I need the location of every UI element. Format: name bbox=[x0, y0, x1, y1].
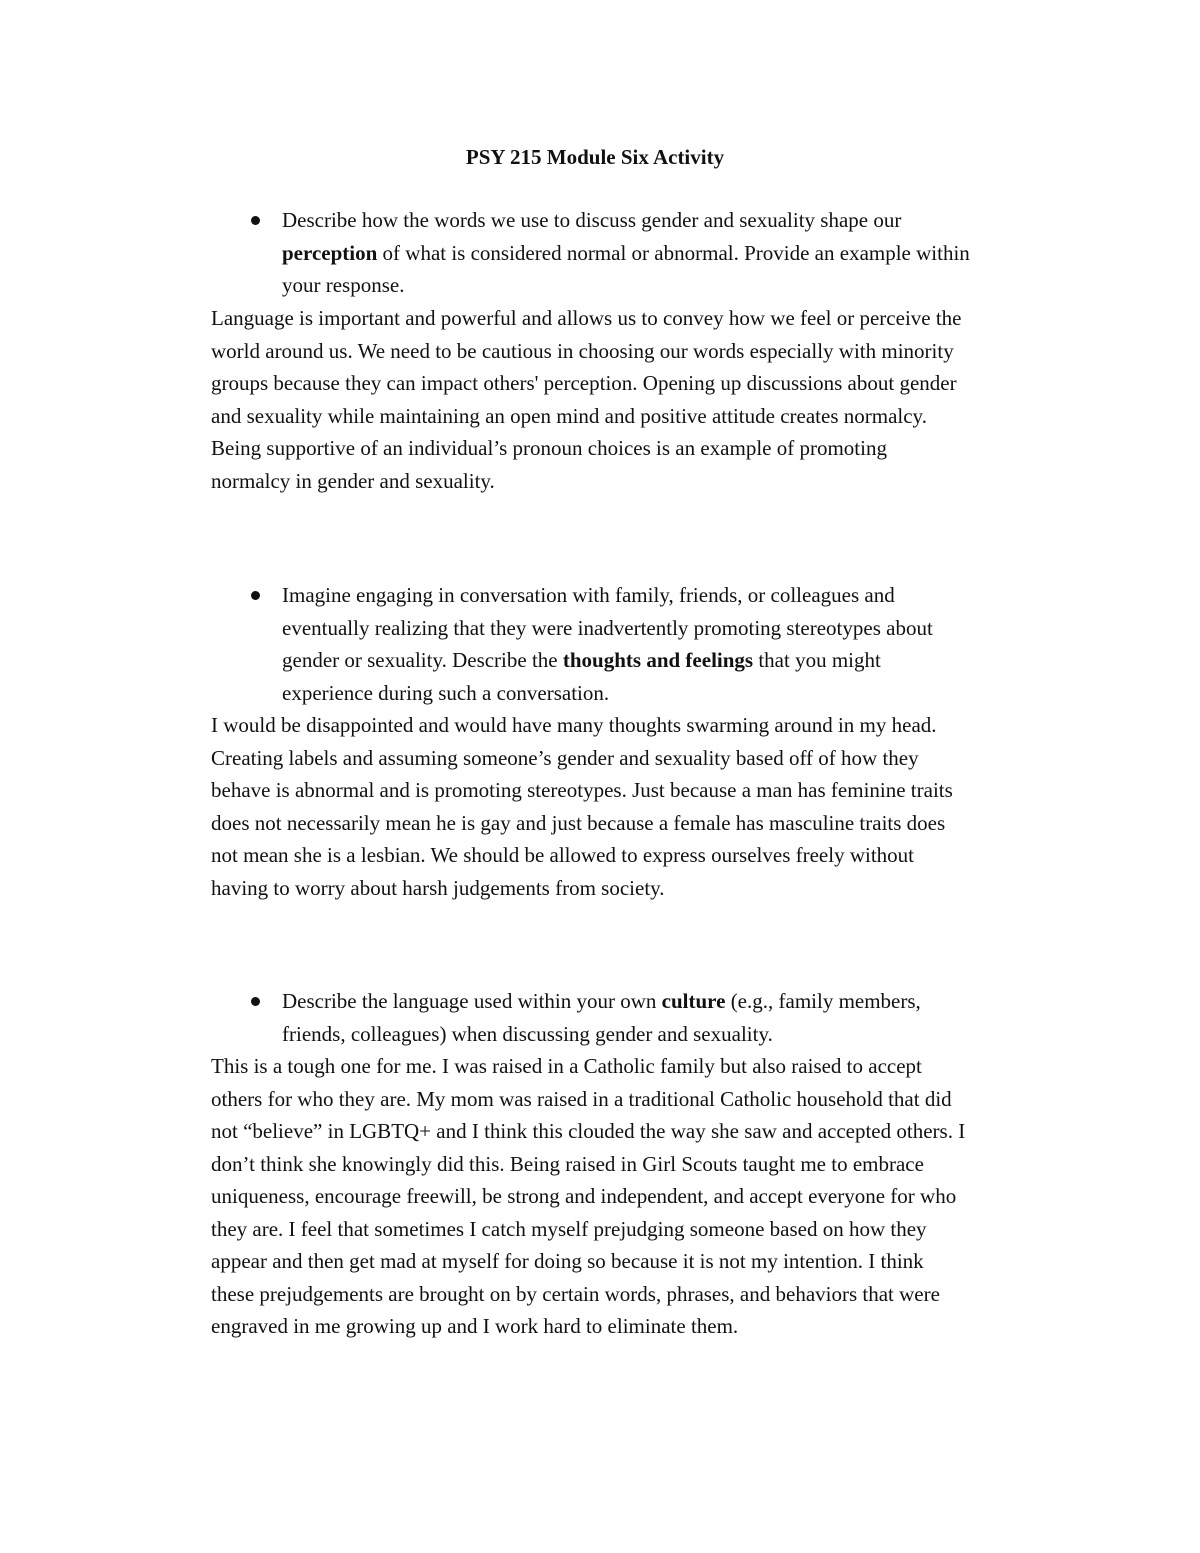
question-line: Describe how the words we use to discuss gender and sexuality shape our bbox=[282, 208, 902, 232]
answer-line: not mean she is a lesbian. We should be allowed to express ourselves freely without bbox=[211, 843, 915, 867]
answer-line: not “believe” in LGBTQ+ and I think this clouded the way she saw and accepted others. I bbox=[211, 1119, 966, 1143]
question-line: experience during such a conversation. bbox=[282, 680, 610, 705]
bold-term: thoughts and feelings bbox=[562, 648, 754, 672]
question-3 bbox=[282, 985, 1082, 1050]
bold-term: culture bbox=[661, 989, 726, 1013]
question-text: of what is considered normal or abnormal. Provide an example within bbox=[377, 240, 970, 265]
question-line: Imagine engaging in conversation with family, friends, or colleagues and bbox=[282, 583, 895, 607]
question-1 bbox=[282, 204, 1082, 302]
question-text: that you might bbox=[753, 648, 881, 672]
answer-line: they are. I feel that sometimes I catch myself prejudging someone based on how they bbox=[211, 1216, 927, 1241]
answer-line: Being supportive of an individual’s pronoun choices is an example of promoting bbox=[211, 436, 887, 460]
question-line: friends, colleagues) when discussing gender and sexuality. bbox=[282, 1021, 773, 1046]
answer-2 bbox=[211, 709, 1071, 904]
question-line bbox=[282, 985, 1082, 1018]
answer-line: normalcy in gender and sexuality. bbox=[211, 468, 495, 493]
answer-line: these prejudgements are brought on by certain words, phrases, and behaviors that were bbox=[211, 1281, 940, 1306]
answer-line: Language is important and powerful and allows us to convey how we feel or perceive the bbox=[211, 306, 962, 330]
question-text: gender or sexuality. Describe the bbox=[282, 648, 563, 672]
answer-line: engraved in me growing up and I work hard to eliminate them. bbox=[211, 1314, 739, 1338]
answer-line: appear and then get mad at myself for doing so because it is not my intention. I think bbox=[211, 1249, 924, 1273]
question-text: Describe the language used within your own bbox=[282, 989, 662, 1013]
answer-line: uniqueness, encourage freewill, be strong and independent, and accept everyone for who bbox=[211, 1184, 957, 1208]
question-line bbox=[282, 237, 1082, 270]
question-line: eventually realizing that they were inadvertently promoting stereotypes about bbox=[282, 615, 933, 640]
answer-line: others for who they are. My mom was raised in a traditional Catholic household that did bbox=[211, 1086, 952, 1111]
bullet-icon bbox=[251, 997, 260, 1006]
answer-line: having to worry about harsh judgements from society. bbox=[211, 875, 665, 900]
answer-1 bbox=[211, 302, 1071, 497]
answer-3 bbox=[211, 1050, 1071, 1343]
answer-line: I would be disappointed and would have many thoughts swarming around in my head. bbox=[211, 713, 937, 737]
question-line bbox=[282, 644, 1082, 677]
answer-line: does not necessarily mean he is gay and just because a female has masculine traits does bbox=[211, 810, 946, 835]
question-line: your response. bbox=[282, 273, 405, 297]
answer-line: Creating labels and assuming someone’s gender and sexuality based off of how they bbox=[211, 745, 919, 770]
answer-line: don’t think she knowingly did this. Being raised in Girl Scouts taught me to embrace bbox=[211, 1151, 924, 1176]
page-title: PSY 215 Module Six Activity bbox=[465, 145, 725, 169]
answer-line: behave is abnormal and is promoting stereotypes. Just because a man has feminine traits bbox=[211, 778, 953, 802]
bold-term: perception bbox=[282, 240, 378, 265]
question-2 bbox=[282, 579, 1082, 709]
answer-line: and sexuality while maintaining an open mind and positive attitude creates normalcy. bbox=[211, 403, 927, 428]
answer-line: groups because they can impact others' perception. Opening up discussions about gender bbox=[211, 371, 957, 395]
bullet-icon bbox=[251, 216, 260, 225]
bullet-icon bbox=[251, 591, 260, 600]
answer-line: world around us. We need to be cautious in choosing our words especially with minority bbox=[211, 338, 954, 363]
question-text: (e.g., family members, bbox=[725, 989, 921, 1013]
answer-line: This is a tough one for me. I was raised in a Catholic family but also raised to accept bbox=[211, 1054, 922, 1078]
